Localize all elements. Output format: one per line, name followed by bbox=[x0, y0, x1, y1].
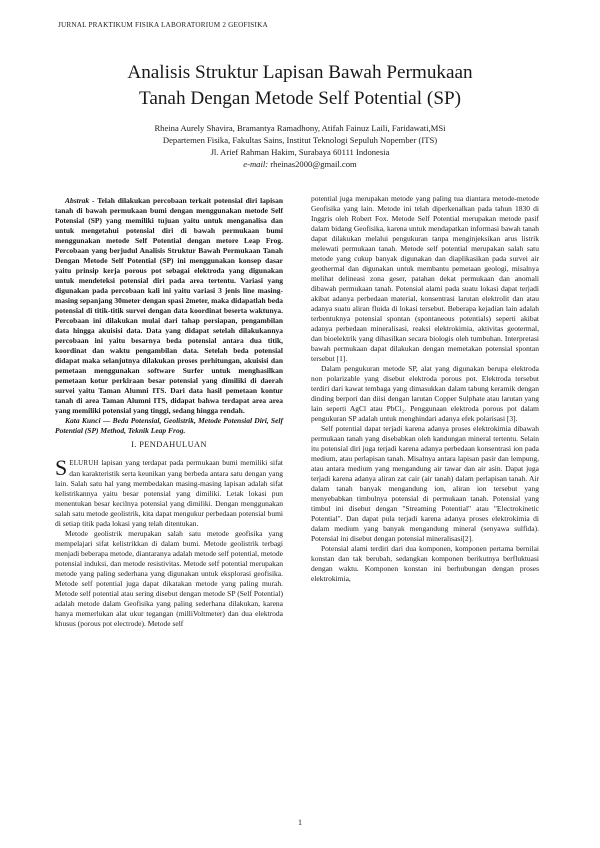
right-paragraph-2: Dalam pengukuran metode SP, alat yang digunakan berupa elektroda non polarizable yang disebut elektroda porous pot. Elektroda tersebut terdiri dari kawat tembaga yang dimasukkan dalam tabung keramik dengan dinding berpori dan diisi dengan larutan Copper Sulphate atau larutan yang lain seperti AgCl atau PbCl₂. Penggunaan elektroda porous pot dalam pengukuran SP adalah untuk menghindari adanya efek polarisasi [3]. bbox=[311, 364, 539, 423]
intro-paragraph-1-text: lapisan yang terdapat pada permukaan bumi memiliki sifat dan karakteristik serta keunikan yang berbeda antara satu dengan yang lain. Salah satu hal yang membedakan masing-masing lapisan adalah sifat kelistrikannya yaitu besar potensial yang dimiliki. Letak lokasi pun menentukan besar kecilnya potensial yang dimiliki. Dengan menggunakan salah satu metode geolistrik, kita dapat mengukur perbedaan potensial bumi di setiap titik pada lokasi yang telah ditentukan. bbox=[55, 458, 283, 528]
author-block bbox=[40, 122, 560, 170]
author-address: Jl. Arief Rahman Hakim, Surabaya 60111 Indonesia bbox=[210, 147, 390, 157]
keywords bbox=[55, 416, 283, 436]
email-label: e-mail bbox=[243, 159, 266, 169]
right-paragraph-3: Self potential dapat terjadi karena adanya proses elektrokimia dibawah permukaan tanah yang disebabkan oleh kandungan mineral tertentu. Selain itu potensial diri juga terjadi karena adanya perbedaan konsentrasi ion pada medium, atau perlapisan tanah. Misalnya antara lapisan pasir dan lempung, atau antara medium yang mengandung air tawar dan air asin. Dapat juga terjadi karena adanya aliran zat cair (air tanah) dalam perlapisan tanah. Air dalam tanah banyak mengandung ion, aliran ion tersebut yang menyebabkan timbulnya potensial di permukaan tanah. Potensial yang timbul ini disebut dengan "Streaming Potential" atau "Electrokinetic Potential". Dan dapat pula terjadi karena adanya proses elektrokimia di dalam medium yang banyak mengandung mineral (senyawa sulfida). Potensial ini disebut dengan potensial mineralisasi[2]. bbox=[311, 424, 539, 543]
email-colon: : bbox=[265, 159, 269, 169]
keywords-text: — Beda Potensial, Geolistrik, Metode Potensial Diri, Self Potential (SP) Method, Teknik Leap Frog. bbox=[55, 416, 284, 435]
keywords-lead: Kata Kunci bbox=[65, 416, 101, 425]
author-email-line bbox=[40, 158, 560, 170]
left-column bbox=[55, 196, 283, 629]
abstract bbox=[55, 196, 283, 416]
right-column bbox=[311, 194, 539, 584]
paper-title bbox=[40, 60, 560, 112]
right-paragraph-4: Potensial alami terdiri dari dua komponen, komponen pertama bernilai konstan dan tak berubah, sedangkan komponen berikutnya berfluktuasi dengan waktu. Komponen konstan ini berhubungan dengan proses elektrokimia, bbox=[311, 544, 539, 583]
author-names: Rheina Aurely Shavira, Bramantya Ramadhony, Atifah Fainuz Laili, Faridawati,MSi bbox=[154, 123, 446, 133]
author-department: Departemen Fisika, Fakultas Sains, Institut Teknologi Sepuluh Nopember (ITS) bbox=[162, 135, 438, 145]
abstract-text: - Telah dilakukan percobaan terkait potensial diri lapisan tanah di bawah permukaan bumi dengan menggunakan metode Self Potensial (SP) yang memiliki tujuan yaitu untuk menganalisa dan untuk mengetahui potensial diri di bawah permukaan bumi menggunakan metode Self Potential dengan metore Leap Frog. Percobaan yang berjudul Analisis Struktur Bawah Permukaan Tanah Dengan Metode Self Potential (SP) ini menggunakan konsep dasar yaitu prinsip kerja porous pot sebagai elektroda yang digunakan untuk mendeteksi potensial diri pada area tertentu. Variasi yang digunakan pada percobaan kali ini yaitu variasi 3 jenis line masing-masing sepanjang 30meter dengan spasi 2meter, maka didapatlah beda potensial di titik-titik survei dengan data koordinat beserta waktunya. Percobaan ini dilakukan mulai dari tahap persiapan, pengambilan data hingga akuisisi data. Data yang didapat setelah dilakukannya percobaan ini yaitu besarnya beda potensial antara dua titik, koordinat dan waktu pengambilan data. Setelah beda potensial didapat maka selanjutnya dilakukan proses perhitungan, akuisisi dan pemetaan menggunakan software Surfer untuk menghasilkan pemetaan kotur perkiraan besar potensial yang dimiliki di daerah survei yaitu Taman Alumni ITS. Dari data hasil pemetaan kontur tanah di area Taman Alumni ITS, didapat bahwa terdapat area area yang memiliki potensial yang tinggi, sedang hingga rendah. bbox=[55, 196, 283, 415]
section-heading-introduction: I. PENDAHULUAN bbox=[131, 440, 207, 449]
drop-cap: S bbox=[55, 455, 68, 480]
intro-first-word: ELURUH bbox=[69, 460, 99, 467]
intro-paragraph-2: Metode geolistrik merupakan salah satu metode geofisika yang mempelajari sifat kelistrikkan di dalam bumi. Metode geolistrik terbagi menjadi beberapa metode, diantaranya adalah metode self potential, metode potensial induksi, dan metode resistivitas. Metode self potential merupakan metode yang paling sederhana yang digunakan untuk eksplorasi geofisika. Metode self potential juga dapat dikatakan metode yang paling murah. Metode self potential atau sering disebut dengan metode SP (Self Potential) adalah metode dalam Geofisika yang paling sederhana dilakukan, karena hanya memerlukan alat ukur tegangan (milliVoltmeter) dan dua elektroda khusus (porous pot electrode). Metode self bbox=[55, 529, 283, 628]
author-email: rheinas2000@gmail.com bbox=[270, 159, 357, 169]
page-number: 1 bbox=[298, 818, 302, 827]
abstract-lead: Abstrak bbox=[65, 196, 90, 205]
right-paragraph-1: potential juga merupakan metode yang paling tua diantara metode-metode Geofisika yang lain. Metode ini telah diperkenalkan pada tahun 1830 di Inggris oleh Robert Fox. Metode Self Potential merupakan metode pasif dalam bidang Geofisika, karena untuk mendapatkan informasi bawah tanah dapat dilakukan melalui pengukuran tanpa menginjeksikan arus listrik melewati permukaan tanah. Metode self potential merupakan salah satu metode yang cukup banyak digunakan dan diaplikasikan pada survei air geothermal dan digunakan untuk membantu pemetaan geologi, misalnya melihat delineasi zona geser, patahan dekat permukaan dan anomali dibawah permukaan tanah. Potensial alami pada suatu lokasi dapat terjadi akibat adanya perbedaan material, konsentrasi larutan elektrolit dan atau adanya suatu aliran fluida di lokasi tersebut. Beberapa kejadian lain adalah terbentuknya potensial spontan (spontaneous potentials) seperti akibat adanya perbedaan mineralisasi, reaksi elektrokimia, aktivitas geotermal, dan bioelektrik yang dihasilkan secara biologis oleh tumbuhan. Interpretasi bawah permukaan dapat dilakukan dengan memetakan potensial spontan tersebut [1]. bbox=[311, 194, 539, 363]
intro-paragraph-1 bbox=[55, 455, 283, 529]
paper-title-line-1: Analisis Struktur Lapisan Bawah Permukaan bbox=[127, 62, 473, 83]
paper-title-line-2: Tanah Dengan Metode Self Potential (SP) bbox=[138, 88, 462, 109]
running-head: JURNAL PRAKTIKUM FISIKA LABORATORIUM 2 GEOFISIKA bbox=[58, 21, 268, 29]
